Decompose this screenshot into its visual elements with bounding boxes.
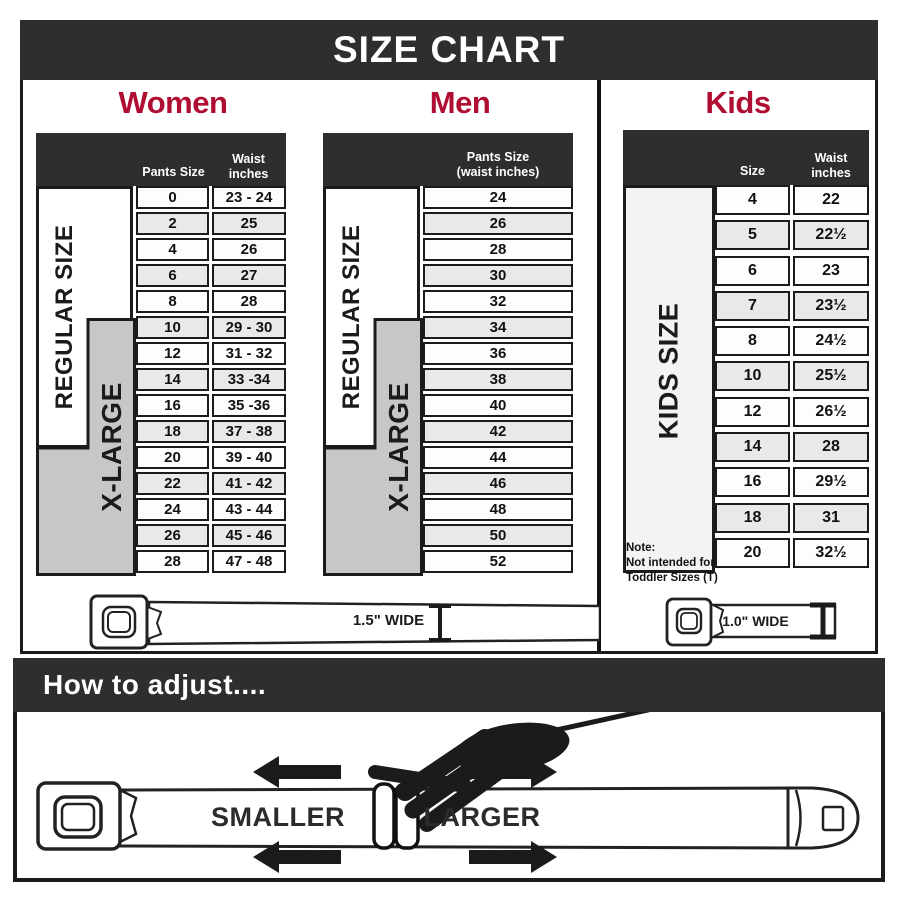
men-table-header (323, 133, 573, 186)
table-row (423, 238, 573, 264)
table-cell: 14 (136, 368, 209, 391)
women-table-header (36, 133, 286, 186)
table-row (423, 472, 573, 498)
table-cell: 45 - 46 (212, 524, 286, 547)
table-row (715, 467, 869, 502)
table-cell: 26 (212, 238, 286, 261)
kids-col2-line1: Waist (814, 151, 848, 165)
kids-note-line1: Note: (626, 542, 656, 554)
kids-col2-header (793, 151, 869, 181)
table-cell: 5 (715, 220, 790, 250)
table-row (136, 186, 286, 212)
table-cell: 37 - 38 (212, 420, 286, 443)
table-cell: 28 (212, 290, 286, 313)
table-cell: 22½ (793, 220, 869, 250)
table-cell: 40 (423, 394, 573, 417)
table-cell: 14 (715, 432, 790, 462)
size-chart-panel (20, 20, 878, 654)
adjust-header-bar (13, 658, 885, 712)
table-cell: 32½ (793, 538, 869, 568)
table-cell: 12 (715, 397, 790, 427)
table-cell: 24½ (793, 326, 869, 356)
kids-col1-header: Size (739, 164, 765, 178)
table-row (136, 316, 286, 342)
table-row (423, 290, 573, 316)
table-row (423, 498, 573, 524)
table-row (136, 472, 286, 498)
women-heading: Women (118, 85, 228, 120)
table-row (136, 212, 286, 238)
table-cell: 23½ (793, 291, 869, 321)
larger-label: LARGER (423, 802, 541, 832)
table-cell: 16 (715, 467, 790, 497)
women-col2-line2: inches (228, 167, 269, 181)
table-cell: 4 (136, 238, 209, 261)
women-regular-label: REGULAR SIZE (51, 224, 78, 410)
table-row (715, 538, 869, 573)
table-cell: 29½ (793, 467, 869, 497)
men-heading: Men (429, 85, 491, 120)
table-cell: 27 (212, 264, 286, 287)
adjust-heading: How to adjust.... (43, 669, 267, 700)
table-row (423, 420, 573, 446)
table-row (136, 368, 286, 394)
how-to-adjust-panel (13, 658, 885, 882)
table-cell: 10 (715, 361, 790, 391)
table-cell: 50 (423, 524, 573, 547)
table-cell: 33 -34 (212, 368, 286, 391)
women-xlarge-label: X-LARGE (96, 382, 127, 512)
table-cell: 8 (136, 290, 209, 313)
table-cell: 35 -36 (212, 394, 286, 417)
men-table (423, 186, 573, 576)
men-regular-label: REGULAR SIZE (338, 224, 365, 410)
table-row (715, 503, 869, 538)
kids-note-line2: Not intended for (626, 556, 715, 569)
table-cell: 0 (136, 186, 209, 209)
table-cell: 28 (423, 238, 573, 261)
table-row (423, 524, 573, 550)
table-cell: 48 (423, 498, 573, 521)
table-row (423, 316, 573, 342)
section-divider (597, 80, 601, 651)
table-row (136, 420, 286, 446)
table-cell: 23 - 24 (212, 186, 286, 209)
table-row (136, 524, 286, 550)
table-cell: 23 (793, 256, 869, 286)
table-cell: 38 (423, 368, 573, 391)
kids-note-line3: Toddler Sizes (T) (626, 571, 718, 584)
table-cell: 31 (793, 503, 869, 533)
table-cell: 26 (423, 212, 573, 235)
table-row (136, 290, 286, 316)
men-header-line1: Pants Size (466, 150, 530, 164)
table-cell: 6 (136, 264, 209, 287)
table-cell: 7 (715, 291, 790, 321)
women-col1-header: Pants Size (142, 165, 205, 179)
table-row (715, 291, 869, 326)
table-row (136, 550, 286, 576)
adult-belt-buckle (91, 596, 147, 648)
table-row (136, 342, 286, 368)
table-cell: 29 - 30 (212, 316, 286, 339)
table-row (715, 432, 869, 467)
table-cell: 22 (793, 185, 869, 215)
table-cell: 31 - 32 (212, 342, 286, 365)
men-xlarge-label: X-LARGE (383, 382, 414, 512)
table-cell: 20 (715, 538, 790, 568)
table-row (715, 256, 869, 291)
table-row (136, 394, 286, 420)
table-cell: 42 (423, 420, 573, 443)
table-row (423, 550, 573, 576)
table-cell: 24 (136, 498, 209, 521)
table-cell: 8 (715, 326, 790, 356)
table-cell: 22 (136, 472, 209, 495)
table-row (715, 220, 869, 255)
table-row (423, 342, 573, 368)
table-cell: 12 (136, 342, 209, 365)
table-cell: 24 (423, 186, 573, 209)
table-cell: 44 (423, 446, 573, 469)
table-cell: 2 (136, 212, 209, 235)
table-row (423, 212, 573, 238)
women-col2-line1: Waist (232, 152, 265, 166)
women-col2-header (211, 152, 286, 182)
table-cell: 26½ (793, 397, 869, 427)
smaller-label: SMALLER (211, 802, 345, 832)
table-row (423, 186, 573, 212)
women-table (136, 186, 286, 576)
table-row (423, 368, 573, 394)
table-cell: 32 (423, 290, 573, 313)
table-cell: 4 (715, 185, 790, 215)
table-row (423, 446, 573, 472)
table-cell: 18 (715, 503, 790, 533)
table-row (715, 397, 869, 432)
kids-col2-line2: inches (811, 166, 851, 180)
kids-heading: Kids (705, 85, 771, 120)
table-cell: 28 (136, 550, 209, 573)
table-cell: 47 - 48 (212, 550, 286, 573)
table-cell: 30 (423, 264, 573, 287)
table-cell: 28 (793, 432, 869, 462)
table-cell: 34 (423, 316, 573, 339)
table-cell: 41 - 42 (212, 472, 286, 495)
adjust-buckle (38, 783, 120, 849)
table-cell: 36 (423, 342, 573, 365)
table-cell: 39 - 40 (212, 446, 286, 469)
kids-size-label: KIDS SIZE (653, 302, 684, 440)
table-cell: 43 - 44 (212, 498, 286, 521)
page-title: SIZE CHART (333, 29, 565, 70)
table-row (423, 264, 573, 290)
table-cell: 52 (423, 550, 573, 573)
adult-belt-width-label: 1.5" WIDE (352, 612, 425, 629)
table-row (136, 264, 286, 290)
kids-table (715, 185, 869, 573)
slider-adjuster-left (374, 784, 394, 848)
kids-belt-buckle (667, 599, 711, 645)
kids-table-header (623, 130, 869, 185)
kids-belt-width-label: 1.0" WIDE (722, 613, 789, 629)
table-row (715, 185, 869, 220)
table-cell: 25 (212, 212, 286, 235)
title-bar (20, 20, 878, 80)
men-col-header (423, 150, 573, 180)
table-row (715, 326, 869, 361)
table-cell: 18 (136, 420, 209, 443)
belt-tip-hole (823, 807, 843, 830)
adjust-illustration (17, 712, 881, 878)
table-cell: 10 (136, 316, 209, 339)
table-cell: 6 (715, 256, 790, 286)
table-row (423, 394, 573, 420)
table-row (136, 238, 286, 264)
table-row (715, 361, 869, 396)
table-row (136, 498, 286, 524)
smaller-arrow-top (253, 756, 341, 788)
men-header-line2: (waist inches) (456, 165, 540, 179)
table-cell: 46 (423, 472, 573, 495)
table-cell: 20 (136, 446, 209, 469)
arm-line (529, 712, 657, 736)
table-row (136, 446, 286, 472)
table-cell: 25½ (793, 361, 869, 391)
table-cell: 16 (136, 394, 209, 417)
table-cell: 26 (136, 524, 209, 547)
